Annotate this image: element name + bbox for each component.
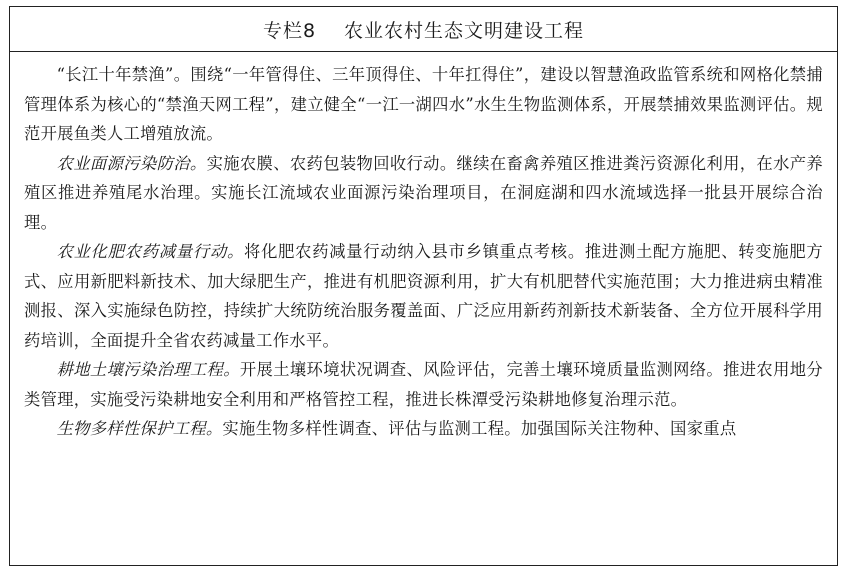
column-number: 专栏8 <box>262 19 317 42</box>
paragraph-lead: 农业化肥农药减量行动。 <box>56 242 245 261</box>
paragraph-body: 将化肥农药减量行动纳入县市乡镇重点考核。推进测土配方施肥、转变施肥方式、应用新肥料新技术、加大绿肥生产，推进有机肥资源利用，扩大有机肥替代实施范围；大力推进病虫精准测报、深入实施绿色防控，持续扩大统防统治服务覆盖面、广泛应用新药剂新技术新装备、全方位开展科学用药培训，全面提升全省农药减量工作水平。 <box>24 242 823 350</box>
paragraph-lead: 生物多样性保护工程。 <box>56 419 223 438</box>
paragraph-soil-remediation <box>24 355 823 414</box>
paragraph-body: 开展土壤环境状况调查、风险评估，完善土壤环境质量监测网络。推进农用地分类管理，实施受污染耕地安全利用和严格管控工程，推进长株潭受污染耕地修复治理示范。 <box>24 360 823 409</box>
paragraph-body: 实施农膜、农药包装物回收行动。继续在畜禽养殖区推进粪污资源化利用，在水产养殖区推进养殖尾水治理。实施长江流域农业面源污染治理项目，在洞庭湖和四水流域选择一批县开展综合治理。 <box>24 153 823 232</box>
paragraph-body: “长江十年禁渔”。围绕“一年管得住、三年顶得住、十年扛得住”，建设以智慧渔政监管系统和网格化禁捕管理体系为核心的“禁渔天网工程”，建立健全“一江一湖四水”水生生物监测体系，开展禁捕效果监测评估。规范开展鱼类人工增殖放流。 <box>24 65 823 143</box>
paragraph-body: 实施生物多样性调查、评估与监测工程。加强国际关注物种、国家重点 <box>222 419 737 438</box>
paragraph-biodiversity <box>24 414 823 444</box>
column-title: 农业农村生态文明建设工程 <box>344 19 585 42</box>
paragraph-lead: 农业面源污染防治。 <box>56 153 207 173</box>
paragraph-lead: 耕地土壤污染治理工程。 <box>56 360 240 379</box>
paragraph-fertilizer-reduction <box>24 237 823 355</box>
paragraph-nonpoint-pollution <box>24 149 823 238</box>
box-header <box>10 7 837 52</box>
paragraph-yangtze-fishing-ban <box>24 60 823 149</box>
feature-box <box>9 6 838 566</box>
box-content <box>10 52 837 444</box>
